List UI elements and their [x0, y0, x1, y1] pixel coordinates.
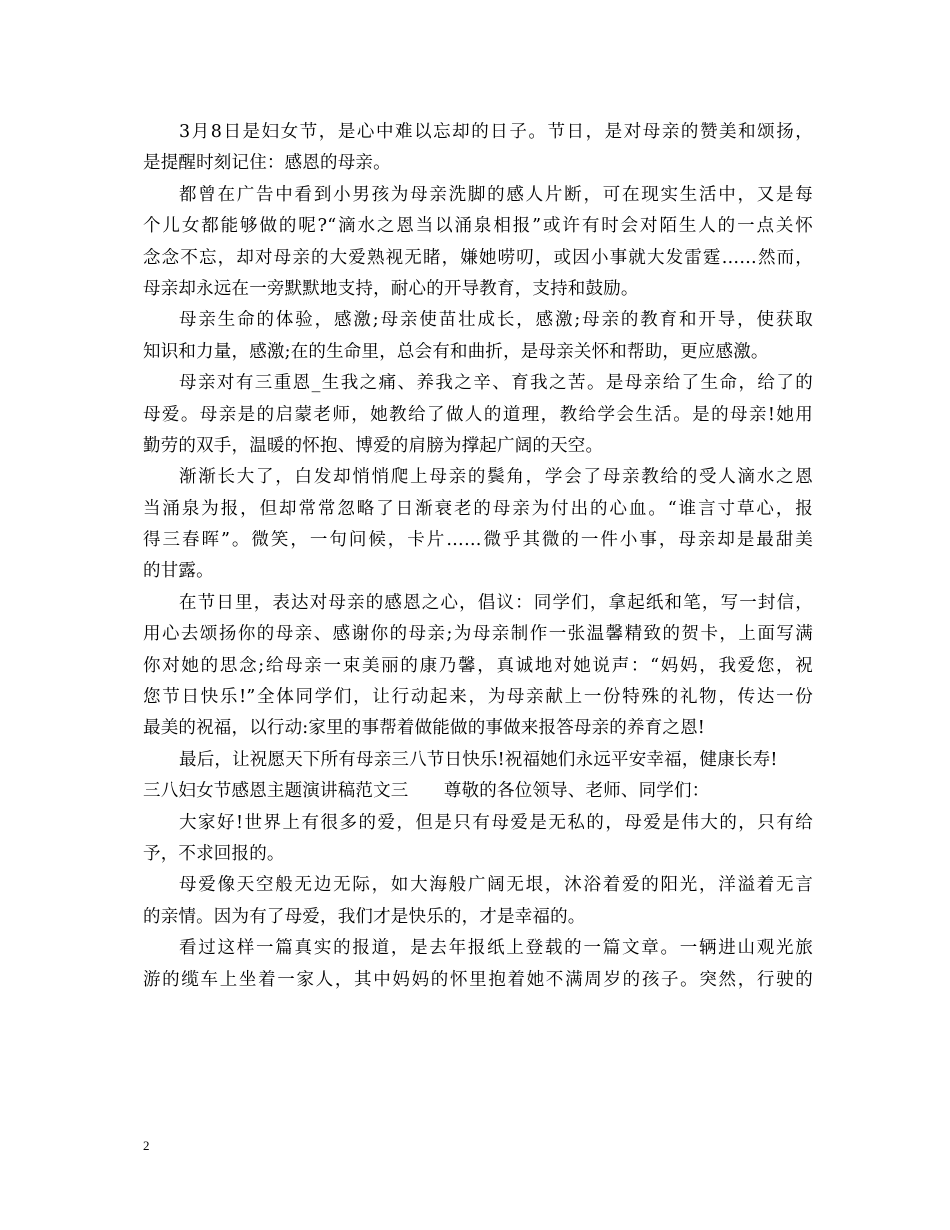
- text-line: 用心去颂扬你的母亲、感谢你的母亲;为母亲制作一张温馨精致的贺卡，上面写满: [143, 624, 813, 645]
- text-line: 母亲却永远在一旁默默地支持，耐心的开导教育，支持和鼓励。: [143, 278, 639, 299]
- text-line: 母爱。母亲是的启蒙老师，她教给了做人的道理，教给学会生活。是的母亲!她用: [143, 404, 813, 425]
- text-line: 母亲对有三重恩_生我之痛、养我之辛、育我之苦。是母亲给了生命，给了的: [179, 373, 813, 394]
- text-line: 母亲生命的体验，感激;母亲使苗壮成长，感激;母亲的教育和开导，使获取: [179, 310, 813, 331]
- text-line: 三八妇女节感恩主题演讲稿范文三 尊敬的各位领导、老师、同学们：: [143, 781, 710, 802]
- text-line: 渐渐长大了，白发却悄悄爬上母亲的鬓角，学会了母亲教给的受人滴水之恩: [179, 467, 813, 488]
- text-line: 母爱像天空般无边无际，如大海般广阔无垠，沐浴着爱的阳光，洋溢着无言: [179, 875, 813, 896]
- text-line: 个儿女都能够做的呢?“滴水之恩当以涌泉相报”或许有时会对陌生人的一点关怀: [143, 216, 813, 237]
- text-line: 当涌泉为报，但却常常忽略了日渐衰老的母亲为付出的心血。“谁言寸草心，报: [143, 498, 813, 519]
- text-line: 看过这样一篇真实的报道，是去年报纸上登载的一篇文章。一辆进山观光旅: [179, 938, 813, 959]
- text-line: 游的缆车上坐着一家人，其中妈妈的怀里抱着她不满周岁的孩子。突然，行驶的: [143, 969, 813, 990]
- page-number: 2: [143, 1138, 150, 1153]
- text-line: 勤劳的双手，温暖的怀抱、博爱的肩膀为撑起广阔的天空。: [143, 435, 604, 456]
- text-line: 是提醒时刻记住：感恩的母亲。: [143, 153, 391, 174]
- text-line: 你对她的思念;给母亲一束美丽的康乃馨，真诚地对她说声：“妈妈，我爱您，祝: [143, 655, 813, 676]
- text-line: 的亲情。因为有了母爱，我们才是快乐的，才是幸福的。: [143, 906, 586, 927]
- text-line: 最后，让祝愿天下所有母亲三八节日快乐!祝福她们永远平安幸福，健康长寿!: [179, 749, 778, 770]
- text-line: 的甘露。: [143, 561, 214, 582]
- text-line: 3月8日是妇女节，是心中难以忘却的日子。节日，是对母亲的赞美和颂扬，: [179, 122, 813, 142]
- text-line: 都曾在广告中看到小男孩为母亲洗脚的感人片断，可在现实生活中，又是每: [179, 184, 813, 205]
- text-line: 予，不求回报的。: [143, 843, 285, 864]
- text-line: 在节日里，表达对母亲的感恩之心，倡议：同学们，拿起纸和笔，写一封信，: [179, 592, 813, 613]
- text-line: 最美的祝福，以行动:家里的事帮着做能做的事做来报答母亲的养育之恩!: [143, 718, 706, 739]
- text-line: 您节日快乐!”全体同学们，让行动起来，为母亲献上一份特殊的礼物，传达一份: [143, 687, 813, 708]
- text-line: 大家好!世界上有很多的爱，但是只有母爱是无私的，母爱是伟大的，只有给: [179, 812, 813, 833]
- text-line: 知识和力量，感激;在的生命里，总会有和曲折，是母亲关怀和帮助，更应感激。: [143, 341, 769, 362]
- document-body: [143, 117, 813, 996]
- text-line: 念念不忘，却对母亲的大爱熟视无睹，嫌她唠叨，或因小事就大发雷霆……然而，: [143, 247, 813, 268]
- text-line: 得三春晖”。微笑，一句问候，卡片……微乎其微的一件小事，母亲却是最甜美: [143, 530, 813, 551]
